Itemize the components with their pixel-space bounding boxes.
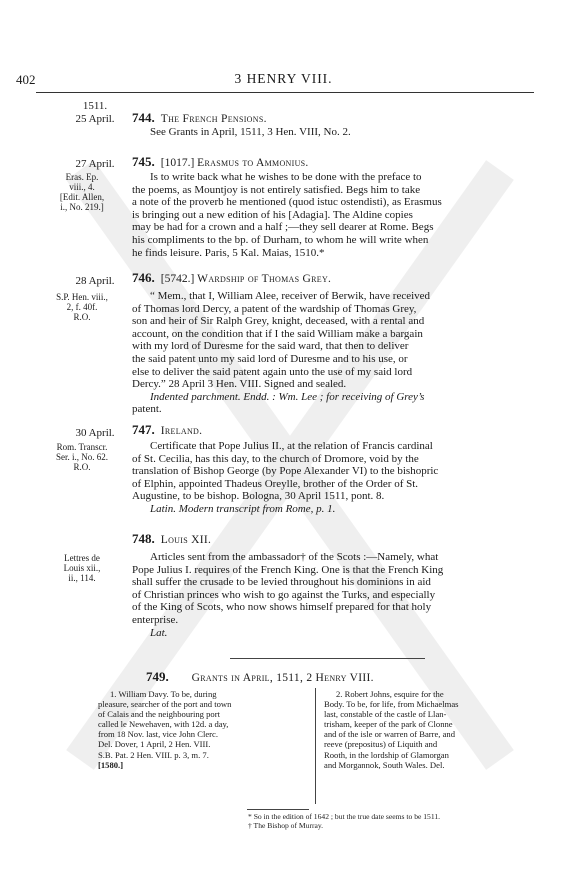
entry-see: See Grants in April, 1511, 3 Hen. VIII, No. 2. <box>150 126 351 138</box>
entry-bracket: [1017.] <box>160 157 195 169</box>
grants-right-column: 2. Robert Johns, esquire for the Body. To be, for life, from Michaelmas last, constable of the castle of Llan- trisham, keeper of the park of Clonne and of the isle or warren of Barre, and reeve (prepositus) of Liquith and Rooth, in the lordship of Glamorgan and Morgannok, South Wales. Del. <box>324 689 459 770</box>
entry-748 <box>132 533 552 547</box>
footnote: * So in the edition of 1642 ; but the true date seems to be 1511. <box>248 812 441 821</box>
entry-ref: Lettres de Louis xii., ii., 114. <box>63 553 101 583</box>
page-number: 402 <box>16 72 36 87</box>
column-divider <box>315 688 316 804</box>
entry-number: 746. <box>132 270 155 285</box>
entry-date: 27 April. <box>75 158 115 170</box>
entry-title: Erasmus to Ammonius. <box>197 157 309 169</box>
entry-744 <box>132 112 552 126</box>
section-divider <box>230 658 425 659</box>
entry-ref: S.P. Hen. viii., 2, f. 40f. R.O. <box>56 292 108 322</box>
grants-left-column: 1. William Davy. To be, during pleasure, searcher of the port and town of Calais and the neighbouring port called le Newehaven, with 12d. a day, from 18 Nov. last, vice John Clerc. Del. Dover, 1 April, 2 Hen. VIII. S.B. Pat. 2 Hen. VIII. p. 3, m. 7. [1580.] <box>98 689 232 770</box>
entry-747 <box>132 424 552 438</box>
entry-number: 748. <box>132 531 155 546</box>
grants-number: 749. <box>146 669 169 684</box>
running-head: 3 HENRY VIII. <box>234 71 333 86</box>
entry-number: 744. <box>132 110 155 125</box>
entry-date: 30 April. <box>75 427 115 439</box>
entry-number: 747. <box>132 422 155 437</box>
entry-ref: Rom. Transcr. Ser. i., No. 62. R.O. <box>55 442 108 472</box>
entry-text: Articles sent from the ambassador† of the Scots :—Namely, what Pope Julius I. requires of the French King. One is that the French King shall suffer the crusade to be levied throughout his dominions in aid of Christian princes who wish to go against the Turks, and especially of the King of Scots, who now shows himself prepared for that holy enterprise. Lat. <box>132 551 444 639</box>
footnote: † The Bishop of Murray. <box>248 821 324 830</box>
entry-745 <box>132 156 552 170</box>
entry-ref: Eras. Ep. viii., 4. [Edit. Allen, i., No. 219.] <box>59 172 105 212</box>
entry-title: Ireland. <box>160 425 203 437</box>
entry-title: Wardship of Thomas Grey. <box>197 273 332 285</box>
footnote-rule <box>247 809 309 810</box>
entry-title: Louis XII. <box>160 534 212 546</box>
entry-year: 1511. <box>82 100 108 112</box>
entry-746 <box>132 272 552 286</box>
entry-date: 28 April. <box>75 275 115 287</box>
entry-bracket: [5742.] <box>160 273 195 285</box>
entry-text: Certificate that Pope Julius II., at the relation of Francis cardinal of St. Cecilia, has this day, to the church of Dromore, void by the translation of Bishop George (by Pope Alexander VI) to the bishopric of Elphin, appointed Thadeus Oreylle, brother of the Order of St. Augustine, to be bishop. Bologna, 30 April 1511, pont. 8. Latin. Modern transcript from Rome, p. 1. <box>132 440 439 515</box>
grants-heading <box>146 671 566 685</box>
grants-title: Grants in April, 1511, 2 Henry VIII. <box>191 672 374 684</box>
entry-date: 25 April. <box>75 113 115 125</box>
entry-text: Is to write back what he wishes to be done with the preface to the poems, as Mountjoy is not entirely satisfied. Begs him to take a note of the proverb he mentioned (quod istuc ostendisti), as Erasmus is bringing out a new edition of his [Adagia]. The Aldine copies may be had for a crown and a half ;—they sell dearer at Rome. Begs his compliments to the bp. of Durham, to whom he will write when he finds leisure. Paris, 5 Kal. Maias, 1510.* <box>132 171 442 259</box>
entry-text: “ Mem., that I, William Alee, receiver of Berwik, have received of Thomas lord Dercy, a patent of the wardship of Thomas Grey, son and heir of Sir Ralph Grey, knight, deceased, with a rental and account, on the condition that if I the said William make a bargain with my lord of Duresme for the said ward, that then to deliver the said patent unto my said lord of Duresme and to his use, or else to deliver the said patent again unto the use of my said lord Dercy.” 28 April 3 Hen. VIII. Signed and sealed. Indented parchment. Endd. : Wm. Lee ; for receiving of Grey’s patent. <box>132 290 431 416</box>
entry-title: The French Pensions. <box>160 113 267 125</box>
entry-number: 745. <box>132 154 155 169</box>
header-rule <box>36 92 534 93</box>
